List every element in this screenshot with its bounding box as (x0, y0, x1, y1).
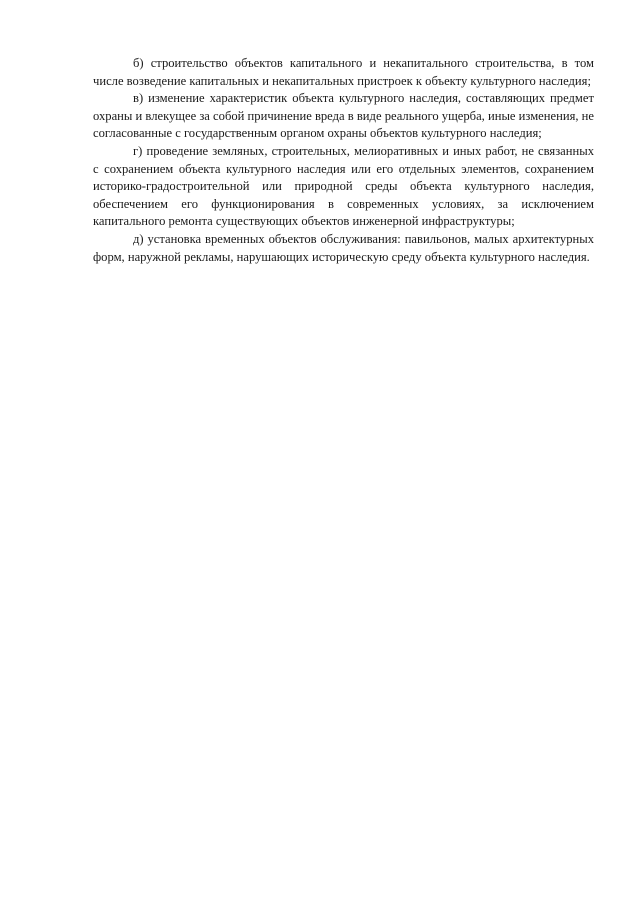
paragraph-b: б) строительство объектов капитального и некапитального строительства, в том числе возведение капитальных и некапитальных пристроек к объекту культурного наследия; (93, 56, 594, 88)
paragraph-d: д) установка временных объектов обслуживания: павильонов, малых архитектурных форм, наружной рекламы, нарушающих историческую среду объекта культурного наследия. (93, 231, 594, 264)
paragraph-v: в) изменение характеристик объекта культурного наследия, составляющих предмет охраны и влекущее за собой причинение вреда в виде реального ущерба, иные изменения, не согласованные с государственным органом охраны объектов культурного наследия; (93, 91, 594, 141)
document-body (93, 55, 594, 266)
paragraph-g: г) проведение земляных, строительных, мелиоративных и иных работ, не связанных с сохранением объекта культурного наследия или его отдельных элементов, сохранением историко-градостроительной или природной среды объекта культурного наследия, обеспечением его функционирования в современных условиях, за исключением капитального ремонта существующих объектов инженерной инфраструктуры; (93, 143, 594, 229)
